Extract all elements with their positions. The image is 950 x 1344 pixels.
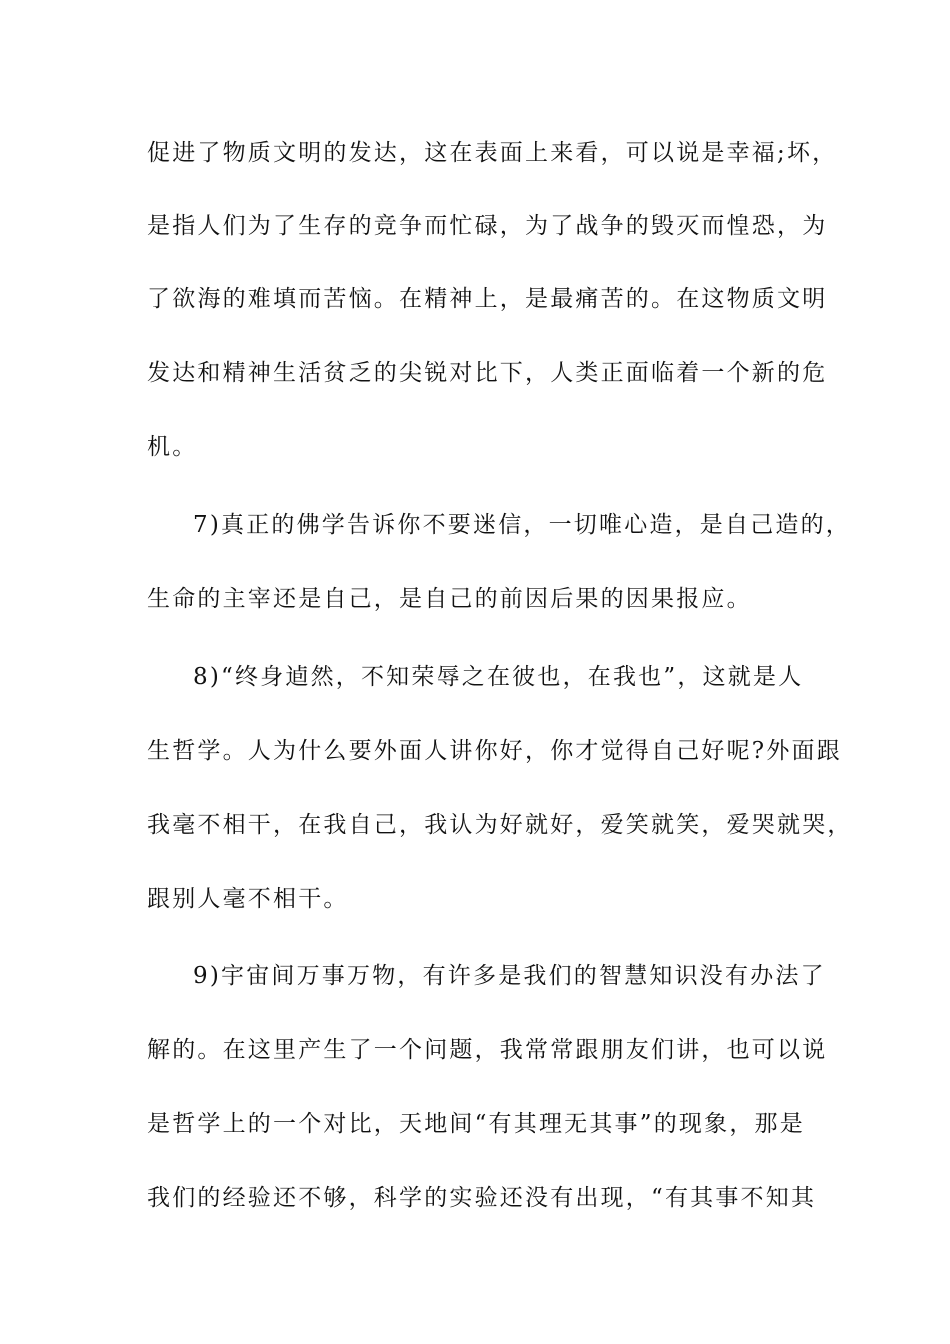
text-line: 机。 xyxy=(147,434,198,460)
text-line: 促进了物质文明的发达，这在表面上来看，可以说是幸福;坏， xyxy=(147,140,838,166)
text-line: 是哲学上的一个对比，天地间“有其理无其事”的现象，那是 xyxy=(147,1111,805,1137)
text-line: 我毫不相干，在我自己，我认为好就好，爱笑就笑，爱哭就哭， xyxy=(147,812,853,838)
text-line: 发达和精神生活贫乏的尖锐对比下，人类正面临着一个新的危 xyxy=(147,360,828,386)
text-line: 我们的经验还不够，科学的实验还没有出现，“有其事不知其 xyxy=(147,1185,817,1211)
text-line: 生哲学。人为什么要外面人讲你好，你才觉得自己好呢?外面跟 xyxy=(147,738,842,764)
text-line: 解的。在这里产生了一个问题，我常常跟朋友们讲，也可以说 xyxy=(147,1037,828,1063)
paragraph-7-start: 7)真正的佛学告诉你不要迷信，一切唯心造，是自己造的， xyxy=(193,512,852,538)
text-line: 生命的主宰还是自己，是自己的前因后果的因果报应。 xyxy=(147,586,752,612)
text-line: 跟别人毫不相干。 xyxy=(147,886,349,912)
paragraph-9-start: 9)宇宙间万事万物，有许多是我们的智慧知识没有办法了 xyxy=(193,963,826,989)
text-line: 了欲海的难填而苦恼。在精神上，是最痛苦的。在这物质文明 xyxy=(147,286,828,312)
paragraph-8-start: 8)“终身逌然，不知荣辱之在彼也，在我也”，这就是人 xyxy=(193,664,804,690)
text-line: 是指人们为了生存的竞争而忙碌，为了战争的毁灭而惶恐，为 xyxy=(147,213,828,239)
